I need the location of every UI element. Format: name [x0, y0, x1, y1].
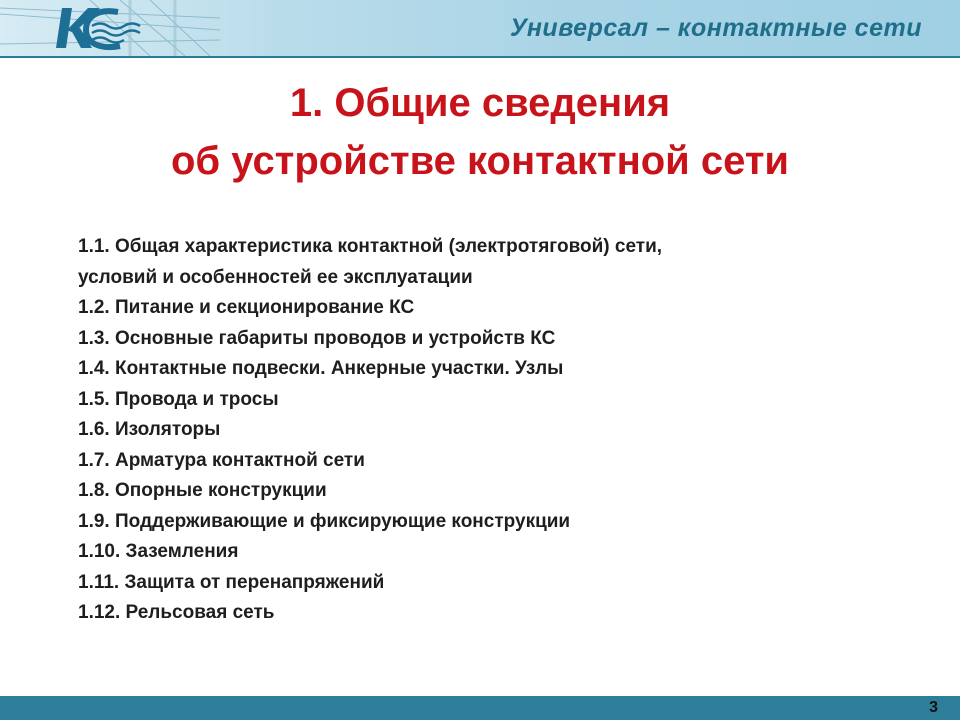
header-title: Универсал – контактные сети [510, 14, 922, 42]
slide-title-line-1: 1. Общие сведения [289, 81, 671, 125]
page-number: 3 [929, 699, 938, 716]
toc-item: 1.10. Заземления [78, 541, 239, 562]
footer-bar [0, 696, 960, 720]
toc-item: 1.11. Защита от перенапряжений [78, 571, 385, 593]
toc-item: 1.9. Поддерживающие и фиксирующие конструкции [78, 510, 571, 532]
ks-logo-icon [0, 0, 220, 56]
toc-item: 1.1. Общая характеристика контактной (электротяговой) сети, [78, 236, 663, 257]
toc-item-continuation: условий и особенностей ее эксплуатации [78, 266, 473, 288]
toc-item: 1.2. Питание и секционирование КС [78, 297, 415, 318]
toc-item: 1.3. Основные габариты проводов и устройств КС [78, 327, 556, 349]
table-of-contents [78, 232, 898, 629]
toc-item: 1.8. Опорные конструкции [78, 480, 327, 501]
toc-item: 1.5. Провода и тросы [78, 388, 279, 410]
toc-item: 1.12. Рельсовая сеть [78, 602, 275, 623]
header-bar [0, 0, 960, 58]
slide-title [0, 74, 960, 190]
toc-item: 1.7. Арматура контактной сети [78, 449, 365, 471]
toc-item: 1.6. Изоляторы [78, 419, 221, 440]
slide-title-line-2: об устройстве контактной сети [170, 139, 790, 183]
toc-item: 1.4. Контактные подвески. Анкерные участки. Узлы [78, 358, 564, 379]
